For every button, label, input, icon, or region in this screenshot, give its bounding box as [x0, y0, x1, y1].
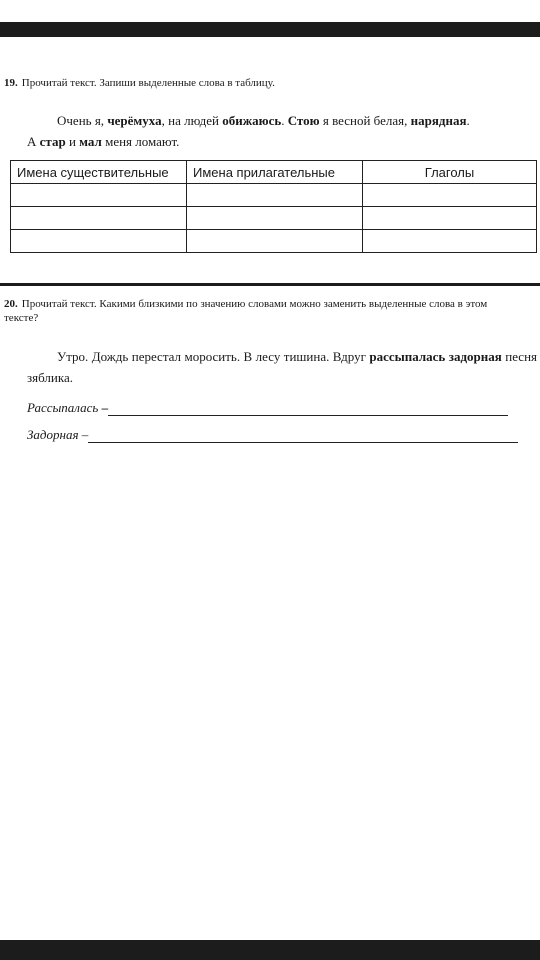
task-20-instruction: Прочитай текст. Какими близкими по значению словами можно заменить выделенные слова в этом тексте? — [4, 298, 488, 324]
highlighted-word: обижаюсь — [222, 113, 282, 128]
task-19-heading — [4, 76, 275, 90]
answer-cell[interactable] — [11, 207, 187, 230]
task-19-text — [27, 110, 539, 152]
header-nouns: Имена существительные — [11, 161, 187, 184]
answer-label: Рассыпалась — [27, 400, 99, 415]
answer-cell[interactable] — [187, 207, 363, 230]
task-20-heading — [4, 297, 524, 325]
table-row — [11, 230, 537, 253]
header-adjectives: Имена прилагательные — [187, 161, 363, 184]
answer-cell[interactable] — [187, 184, 363, 207]
top-dark-strip — [0, 22, 540, 37]
text-fragment: и — [65, 134, 80, 149]
answer-line-zadornaya — [27, 427, 518, 443]
answer-cell[interactable] — [187, 230, 363, 253]
text-fragment: я весной белая, — [319, 113, 411, 128]
table-row — [11, 207, 537, 230]
answer-cell[interactable] — [11, 230, 187, 253]
text-fragment: . — [466, 113, 470, 128]
answer-cell[interactable] — [363, 230, 537, 253]
answer-label: Задорная — [27, 427, 79, 442]
bottom-bar — [0, 940, 540, 960]
text-fragment: песня зяблика. — [27, 349, 538, 385]
highlighted-word: нарядная — [410, 113, 467, 128]
top-bar — [0, 0, 540, 37]
answer-cell[interactable] — [363, 184, 537, 207]
text-fragment: , на людей — [161, 113, 223, 128]
task-19-line-2 — [27, 134, 179, 149]
highlighted-word: Стою — [287, 113, 320, 128]
highlighted-word: мал — [79, 134, 102, 149]
text-fragment: А — [27, 134, 40, 149]
highlighted-word: стар — [39, 134, 66, 149]
text-fragment: . — [281, 113, 288, 128]
highlighted-word: рассыпалась — [369, 349, 446, 364]
text-fragment: Утро. Дождь перестал моросить. В лесу тишина. Вдруг — [57, 349, 370, 364]
section-divider — [0, 283, 540, 286]
table-row — [11, 184, 537, 207]
task-19-number: 19. — [4, 77, 18, 89]
answer-cell[interactable] — [11, 184, 187, 207]
task-19-line-1 — [27, 110, 539, 131]
answer-blank[interactable] — [88, 430, 518, 443]
answer-dash: – — [101, 400, 109, 415]
answer-line-rassypalas — [27, 400, 508, 416]
word-classification-table — [10, 160, 537, 253]
text-fragment: Очень я, — [57, 113, 108, 128]
header-verbs: Глаголы — [363, 161, 537, 184]
highlighted-word: задорная — [448, 349, 502, 364]
answer-cell[interactable] — [363, 207, 537, 230]
text-fragment: меня ломают. — [101, 134, 180, 149]
table-header-row — [11, 161, 537, 184]
task-20-text — [27, 346, 537, 388]
answer-dash: – — [81, 427, 89, 442]
task-20-number: 20. — [4, 298, 18, 310]
highlighted-word: черёмуха — [107, 113, 162, 128]
task-19-instruction: Прочитай текст. Запиши выделенные слова в таблицу. — [21, 77, 275, 89]
answer-blank[interactable] — [108, 403, 508, 416]
